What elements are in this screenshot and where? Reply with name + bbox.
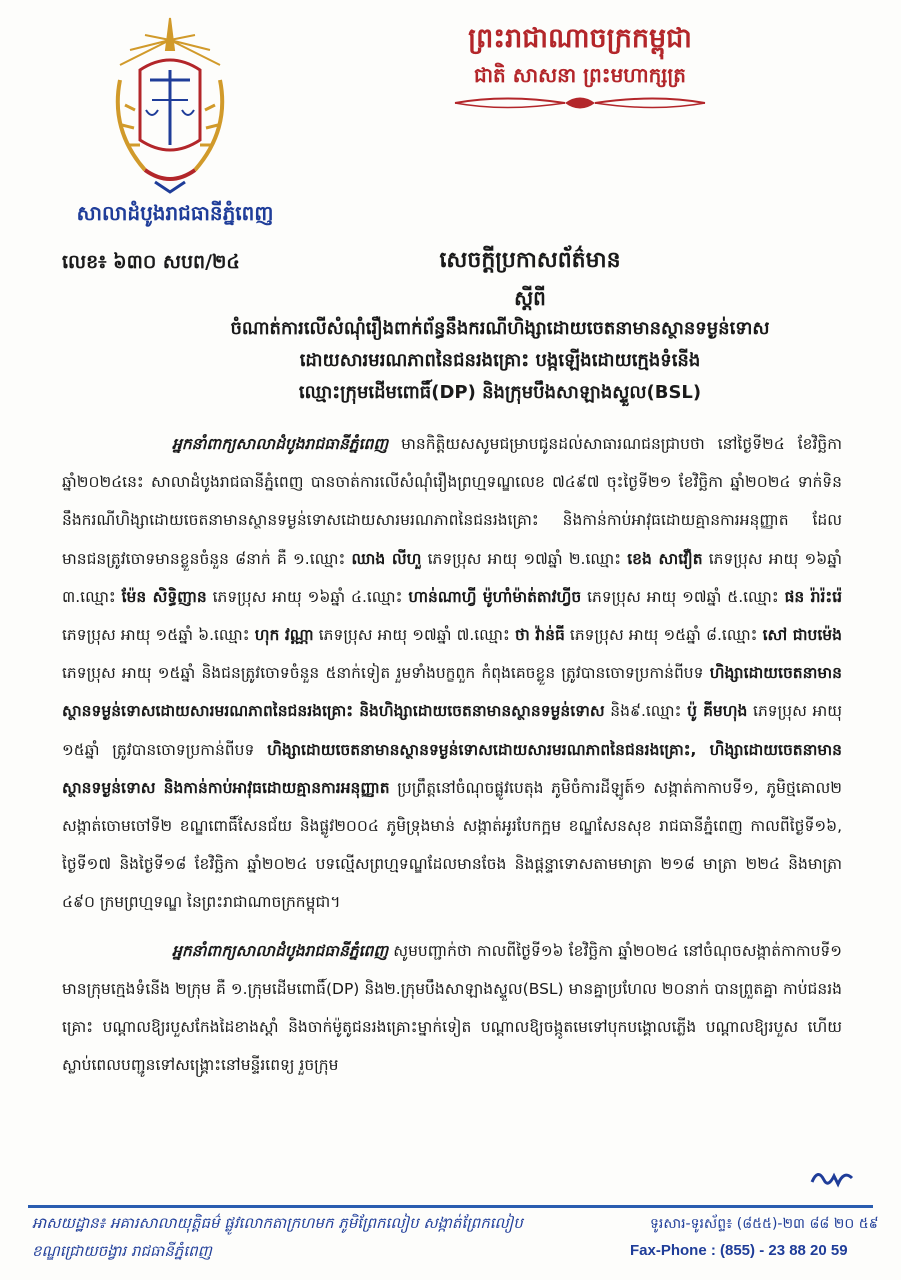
reference-number: លេខ៖ ៦៣០ សបព/២៤ — [62, 251, 240, 273]
paragraph-2: អ្នកនាំពាក្យសាលាដំបូងរាជធានីភ្នំពេញ សូមបញ្ជាក់ថា កាលពីថ្ងៃទី១៦ ខែវិច្ឆិកា ឆ្នាំ២០២៤ នៅចំណុចសង្កាត់កាកាបទី១ មានក្រុមក្មេងទំនើង ២ក្រុម គឺ ១.ក្រុមដើមពោធិ៍(DP) និង២.ក្រុមបឹងសាឡាងស្ទួល(BSL) មានគ្នាប្រហែល ២០នាក់ បានព្រួតគ្នា កាប់ជនរងគ្រោះ បណ្តាលឱ្យរបួសកែងដៃខាងស្តាំ និងចាក់ម៉ូតូជនរងគ្រោះម្នាក់ទៀត បណ្តាលឱ្យចង្កូតមេទៅបុកបង្គោលភ្លើង បណ្តាលឱ្យរបួស ហើយស្លាប់ពេលបញ្ជូនទៅសង្គ្រោះនៅមន្ទីរពេទ្យ រួចក្រុម — [62, 941, 842, 1075]
defendant-name: ខេង សាវឿត — [627, 549, 703, 568]
subject-line-2: ដោយសារមរណភាពនៃជនរងគ្រោះ បង្កឡើងដោយក្មេងទំនើង — [299, 350, 701, 371]
charge-text: ហិង្សាដោយចេតនាមានស្ថានទម្ងន់ទោសដោយសារមរណភាពនៃជនរងគ្រោះ, ហិង្សាដោយចេតនាមានស្ថានទម្ងន់ទោស និងកាន់កាប់អាវុធដោយគ្មានការអនុញ្ញាត — [62, 740, 842, 797]
royal-emblem-icon — [100, 10, 240, 200]
signature-initial-icon — [808, 1162, 858, 1192]
document-subtitle: ស្តីពី — [514, 286, 546, 310]
address-line-2: ខណ្ឌជ្រោយចង្វារ រាជធានីភ្នំពេញ — [32, 1242, 212, 1260]
kingdom-title: ព្រះរាជាណាចក្រកម្ពុជា — [468, 23, 692, 54]
body-text — [62, 425, 842, 1094]
subject-line-3: ឈ្មោះក្រុមដើមពោធិ៍(DP) និងក្រុមបឹងសាឡាងស្ទួល(BSL) — [298, 382, 702, 403]
defendant-name: សៅ ជាបម៉េង — [762, 626, 842, 645]
document-title: សេចក្តីប្រកាសព័ត៌មាន — [439, 248, 621, 273]
defendant-name: ហាន់ណាហ្វី ម៉ូហាំម៉ាត់តាវហ្វីច — [408, 587, 582, 606]
court-name: សាលាដំបូងរាជធានីភ្នំពេញ — [76, 201, 274, 225]
footer-divider — [28, 1205, 873, 1208]
defendant-name: ផន រ៉ារ៉ះរ៉េ — [784, 587, 843, 606]
spokesperson-lead: អ្នកនាំពាក្យសាលាដំបូងរាជធានីភ្នំពេញ — [172, 941, 389, 960]
defendant-name: ឈាង លីហួ — [351, 549, 422, 568]
subject-line-1: ចំណាត់ការលើសំណុំរឿងពាក់ព័ន្ធនឹងករណីហិង្សាដោយចេតនាមានស្ថានទម្ងន់ទោស — [230, 318, 770, 339]
defendant-name: ថា វ៉ាន់ធី — [514, 626, 565, 645]
defendant-name: ប៉ូ គីមហុង — [687, 702, 748, 721]
spokesperson-lead: អ្នកនាំពាក្យសាលាដំបូងរាជធានីភ្នំពេញ — [172, 435, 389, 453]
address-line-1: អាសយដ្ឋាន៖ អគារសាលាយុត្តិធម៌ ផ្លូវលោកតាក្រហមក ភូមិព្រែកលៀប សង្កាត់ព្រែកលៀប — [32, 1214, 523, 1232]
telephone-khmer: ទូរសារ-ទូរស័ព្ទ៖ (៨៥៥)-២៣ ៨៨ ២០ ៥៩ — [650, 1216, 879, 1232]
defendant-name: ហុក វណ្ណា — [254, 626, 314, 645]
defendant-name: ម៉ែន សិទ្ធិញាន — [121, 587, 207, 606]
fax-phone: Fax-Phone : (855) - 23 88 20 59 — [630, 1242, 848, 1259]
charge-text: ហិង្សាដោយចេតនាមានស្ថានទម្ងន់ទោសដោយសារមរណភាពនៃជនរងគ្រោះ និងហិង្សាដោយចេតនាមានស្ថានទម្ងន់ទោស — [62, 664, 842, 721]
ornament-flourish-icon — [445, 92, 715, 114]
national-motto: ជាតិ សាសនា ព្រះមហាក្សត្រ — [474, 63, 686, 87]
paragraph-1: អ្នកនាំពាក្យសាលាដំបូងរាជធានីភ្នំពេញ មានកិត្តិយសសូមជម្រាបជូនដល់សាធារណជនជ្រាបថា នៅថ្ងៃទី២៤ ខែវិច្ឆិកា ឆ្នាំ២០២៤នេះ សាលាដំបូងរាជធានីភ្នំពេញ បានចាត់ការលើសំណុំរឿងព្រហ្មទណ្ឌលេខ ៧៤៩៧ ចុះថ្ងៃទី២១ ខែវិច្ឆិកា ឆ្នាំ២០២៤ ទាក់ទិននឹងករណីហិង្សាដោយចេតនាមានស្ថានទម្ងន់ទោសដោយសារមរណភាពនៃជនរងគ្រោះ និងកាន់កាប់អាវុធដោយគ្មានការអនុញ្ញាត ដែលមានជនត្រូវចោទមានខ្លួនចំនួន ៨នាក់ គឺ ១.ឈ្មោះ ឈាង លីហួ ភេទប្រុស អាយុ ១៧ឆ្នាំ ២.ឈ្មោះ ខេង សាវឿត ភេទប្រុស អាយុ ១៦ឆ្នាំ ៣.ឈ្មោះ ម៉ែន សិទ្ធិញាន ភេទប្រុស អាយុ ១៦ឆ្នាំ ៤.ឈ្មោះ ហាន់ណាហ្វី ម៉ូហាំម៉ាត់តាវហ្វីច ភេទប្រុស អាយុ ១៧ឆ្នាំ ៥.ឈ្មោះ ផន រ៉ារ៉ះរ៉េ ភេទប្រុស អាយុ ១៥ឆ្នាំ ៦.ឈ្មោះ ហុក វណ្ណា ភេទប្រុស អាយុ ១៧ឆ្នាំ ៧.ឈ្មោះ ថា វ៉ាន់ធី ភេទប្រុស អាយុ ១៥ឆ្នាំ ៨.ឈ្មោះ សៅ ជាបម៉េង ភេទប្រុស អាយុ ១៥ឆ្នាំ និងជនត្រូវចោទចំនួន ៥នាក់ទៀត រួមទាំងបក្ខពួក កំពុងគេចខ្លួន ត្រូវបានចោទប្រកាន់ពីបទ ហិង្សាដោយចេតនាមានស្ថានទម្ងន់ទោសដោយសារមរណភាពនៃជនរងគ្រោះ និងហិង្សាដោយចេតនាមានស្ថានទម្ងន់ទោស និង៩.ឈ្មោះ ប៉ូ គីមហុង ភេទប្រុស អាយុ ១៥ឆ្នាំ ត្រូវបានចោទប្រកាន់ពីបទ ហិង្សាដោយចេតនាមានស្ថានទម្ងន់ទោសដោយសារមរណភាពនៃជនរងគ្រោះ, ហិង្សាដោយចេតនាមានស្ថានទម្ងន់ទោស និងកាន់កាប់អាវុធដោយគ្មានការអនុញ្ញាត ប្រព្រឹត្តនៅចំណុចផ្លូវបេតុង ភូមិចំការដីឡូត៍១ សង្កាត់កាកាបទី១, ភូមិថ្មគោល២ សង្កាត់ចោមចៅទី២ ខណ្ឌពោធិ៍សែនជ័យ និងផ្លូវ២០០៤ ភូមិទ្រុងមាន់ សង្កាត់អូរបែកក្អម ខណ្ឌសែនសុខ រាជធានីភ្នំពេញ កាលពីថ្ងៃទី១៦, ថ្ងៃទី១៧ និងថ្ងៃទី១៨ ខែវិច្ឆិកា ឆ្នាំ២០២៤ បទល្មើសព្រហ្មទណ្ឌដែលមានចែង និងផ្តន្ទាទោសតាមមាត្រា ២១៨ មាត្រា ២២៤ និងមាត្រា ៤៩០ ក្រមព្រហ្មទណ្ឌ នៃព្រះរាជាណាចក្រកម្ពុជា។ — [62, 435, 843, 912]
